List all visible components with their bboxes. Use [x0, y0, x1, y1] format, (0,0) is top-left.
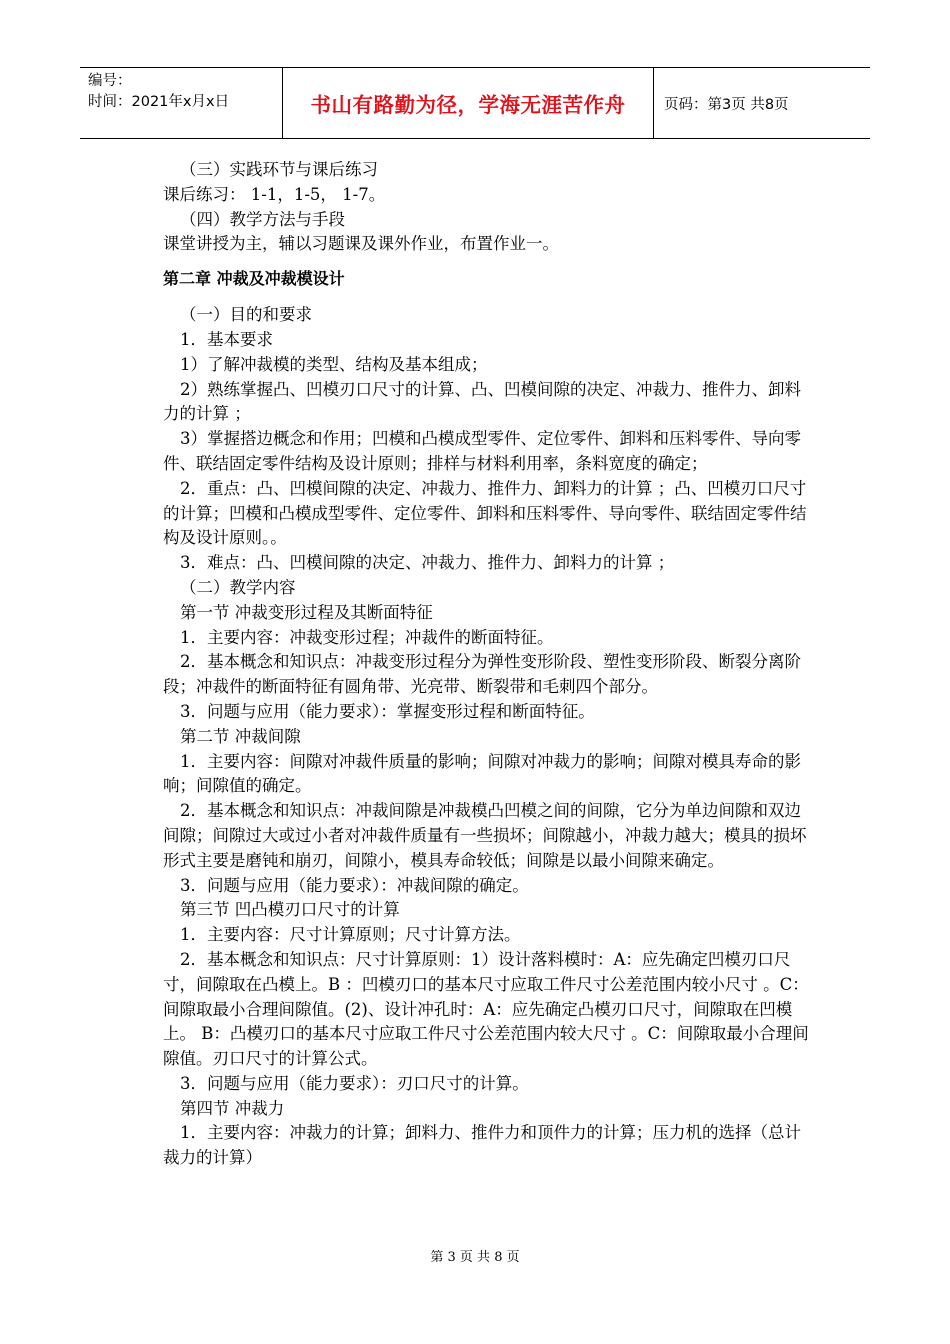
header-page-label: 页码：第3页 共8页: [664, 96, 789, 113]
paragraph: 2．基本概念和知识点：尺寸计算原则：1）设计落料模时：A：应先确定凹模刃口尺寸，间隙取在凸模上。B ：凹模刃口的基本尺寸应取工件尺寸公差范围内较小尺寸 。C：间隙取最小合理间隙值。(2)、设计冲孔时：A：应先确定凸模刃口尺寸，间隙取在凹模上。 B：凸模刃口的基本尺寸应取工件尺寸公差范围内较大尺寸 。C：间隙取最小合理间隙值。刃口尺寸的计算公式。: [163, 949, 809, 1069]
paragraph: 3）掌握搭边概念和作用；凹模和凸模成型零件、定位零件、卸料和压料零件、导向零件、联结固定零件结构及设计原则；排样与材料利用率，条料宽度的确定；: [163, 429, 801, 473]
header-info-cell: [80, 68, 283, 138]
section-heading: 第一节 冲裁变形过程及其断面特征: [180, 602, 433, 622]
paragraph: 1．主要内容：冲裁变形过程；冲裁件的断面特征。: [180, 627, 554, 647]
paragraph: 3．问题与应用（能力要求）：刃口尺寸的计算。: [180, 1073, 529, 1093]
paragraph: （一）目的和要求: [180, 305, 312, 325]
number-label: 编号：: [88, 73, 132, 89]
paragraph: 2）熟练掌握凸、凹模刃口尺寸的计算、凸、凹模间隙的决定、冲裁力、推件力、卸料力的计算 ；: [163, 379, 801, 424]
page-footer: 第 3 页 共 8 页: [430, 1250, 520, 1265]
header-motto: 书山有路勤为径，学海无涯苦作舟: [283, 68, 654, 138]
paragraph: （二）教学内容: [180, 577, 296, 597]
section-heading: 第四节 冲裁力: [180, 1098, 285, 1118]
paragraph: 3．难点：凸、凹模间隙的决定、冲裁力、推件力、卸料力的计算 ；: [180, 553, 675, 573]
paragraph: 1．基本要求: [180, 329, 273, 349]
paragraph: 1．主要内容：冲裁力的计算；卸料力、推件力和顶件力的计算；压力机的选择（总计裁力的计算）: [163, 1123, 801, 1168]
paragraph: 3．问题与应用（能力要求）：冲裁间隙的确定。: [180, 875, 529, 895]
paragraph: （四）教学方法与手段: [180, 209, 345, 229]
paragraph: 2．基本概念和知识点：冲裁变形过程分为弹性变形阶段、塑性变形阶段、断裂分离阶段；冲裁件的断面特征有圆角带、光亮带、断裂带和毛刺四个部分。: [163, 652, 801, 697]
paragraph: 2．重点：凸、凹模间隙的决定、冲裁力、推件力、卸料力的计算 ；凸、凹模刃口尺寸的计算；凹模和凸模成型零件、定位零件、卸料和压料零件、导向零件、联结固定零件结构及设计原则。。: [163, 478, 807, 548]
paragraph: 课堂讲授为主，辅以习题课及课外作业，布置作业一。: [163, 234, 559, 254]
document-body: [163, 158, 810, 1171]
paragraph: 1）了解冲裁模的类型、结构及基本组成；: [180, 354, 488, 374]
page-header: [80, 67, 870, 139]
paragraph: 3．问题与应用（能力要求）：掌握变形过程和断面特征。: [180, 701, 595, 721]
paragraph: 1．主要内容：间隙对冲裁件质量的影响；间隙对冲裁力的影响；间隙对模具寿命的影响；间隙值的确定。: [163, 751, 801, 796]
paragraph: 2．基本概念和知识点：冲裁间隙是冲裁模凸凹模之间的间隙，它分为单边间隙和双边间隙；间隙过大或过小者对冲裁件质量有一些损坏；间隙越小，冲裁力越大；模具的损坏形式主要是磨钝和崩刃，间隙小，模具寿命较低；间隙是以最小间隙来确定。: [163, 801, 807, 870]
chapter-heading: 第二章 冲裁及冲裁模设计: [163, 269, 345, 289]
paragraph: 1．主要内容：尺寸计算原则；尺寸计算方法。: [180, 925, 521, 945]
section-heading: 第三节 凹凸模刃口尺寸的计算: [180, 900, 400, 920]
time-label: 时间：2021年x月x日: [88, 94, 230, 110]
paragraph: （三）实践环节与课后练习: [180, 160, 378, 179]
section-heading: 第二节 冲裁间隙: [180, 726, 301, 746]
paragraph: 课后练习： 1-1，1-5， 1-7。: [163, 184, 386, 204]
